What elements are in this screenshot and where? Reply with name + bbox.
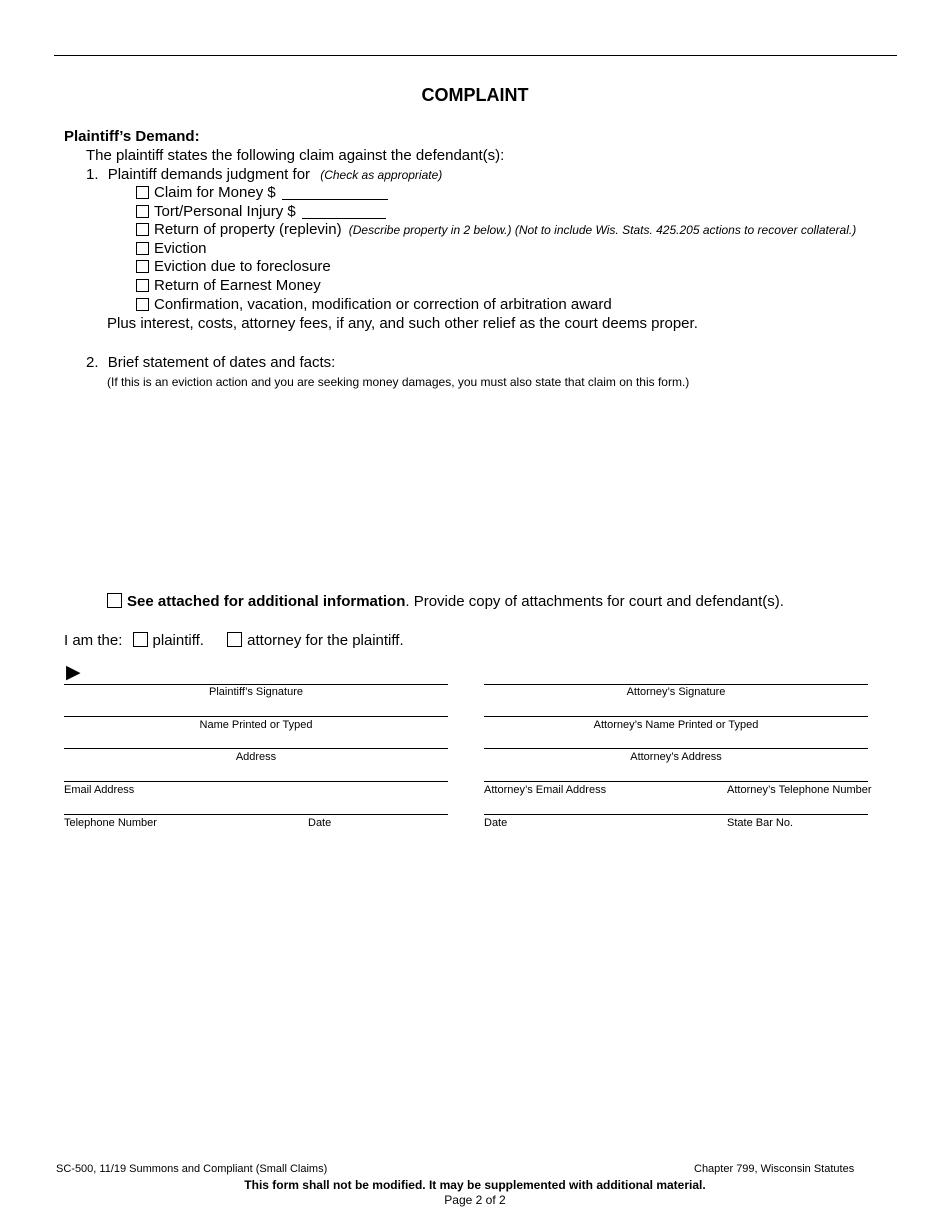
- attorney-email-caption: Attorney’s Email Address: [484, 784, 607, 796]
- i-am-row: [64, 632, 404, 649]
- option-eviction[interactable]: [136, 240, 207, 257]
- attorney-signature-caption: Attorney’s Signature: [626, 686, 726, 698]
- attached-info-text: . Provide copy of attachments for court and defendant(s).: [405, 593, 784, 610]
- option-earnest-money[interactable]: [136, 277, 321, 294]
- top-rule: [54, 55, 897, 56]
- attached-info-bold: See attached for additional information: [127, 593, 406, 610]
- item-2: [86, 354, 335, 371]
- option-eviction-foreclosure[interactable]: [136, 258, 331, 275]
- attorney-date-bar-line[interactable]: [484, 814, 868, 815]
- attorney-email-phone-line[interactable]: [484, 781, 868, 782]
- date-caption: Date: [308, 817, 332, 829]
- item-2-note: (If this is an eviction action and you are seeking money damages, you must also state that claim on this form.): [107, 375, 690, 389]
- email-caption: Email Address: [64, 784, 135, 796]
- eviction-checkbox[interactable]: [136, 242, 149, 255]
- earnest-money-checkbox[interactable]: [136, 279, 149, 292]
- tort-checkbox[interactable]: [136, 205, 149, 218]
- statute-reference: Chapter 799, Wisconsin Statutes: [694, 1163, 855, 1175]
- item-2-number: 2.: [86, 354, 99, 371]
- page-title: COMPLAINT: [421, 85, 529, 105]
- option-label: Claim for Money $: [154, 184, 276, 201]
- item-1: [86, 166, 442, 183]
- page-number: Page 2 of 2: [444, 1193, 506, 1207]
- email-line[interactable]: [64, 781, 448, 782]
- plaintiff-signature-line[interactable]: [64, 684, 448, 685]
- claim-intro: The plaintiff states the following claim against the defendant(s):: [86, 147, 505, 164]
- i-am-label: I am the:: [64, 632, 123, 649]
- form-id: SC-500, 11/19 Summons and Compliant (Small Claims): [56, 1163, 328, 1175]
- state-bar-caption: State Bar No.: [727, 817, 794, 829]
- option-label: Return of property (replevin): [154, 221, 342, 238]
- name-printed-caption: Name Printed or Typed: [199, 719, 313, 731]
- option-tort[interactable]: [136, 203, 386, 220]
- modification-notice: This form shall not be modified. It may be supplemented with additional material.: [244, 1178, 706, 1192]
- item-1-text: Plaintiff demands judgment for: [107, 166, 311, 183]
- attached-info-option[interactable]: [107, 593, 784, 610]
- item-1-note: (Check as appropriate): [320, 168, 443, 182]
- option-claim-money[interactable]: [136, 184, 388, 201]
- option-label: Tort/Personal Injury $: [154, 203, 296, 220]
- tort-amount-field[interactable]: [302, 204, 386, 219]
- option-label: Return of Earnest Money: [154, 277, 321, 294]
- claim-money-checkbox[interactable]: [136, 186, 149, 199]
- eviction-foreclosure-checkbox[interactable]: [136, 260, 149, 273]
- address-line[interactable]: [64, 748, 448, 749]
- phone-caption: Telephone Number: [64, 817, 157, 829]
- attached-info-checkbox[interactable]: [107, 593, 122, 608]
- replevin-checkbox[interactable]: [136, 223, 149, 236]
- attorney-address-line[interactable]: [484, 748, 868, 749]
- sign-here-arrow-icon: ▶: [66, 662, 81, 683]
- option-label: Eviction: [154, 240, 207, 257]
- option-label: Confirmation, vacation, modification or correction of arbitration award: [154, 296, 612, 313]
- plaintiff-label: plaintiff.: [152, 632, 204, 649]
- attorney-name-line[interactable]: [484, 716, 868, 717]
- plaintiff-signature-caption: Plaintiff’s Signature: [209, 686, 303, 698]
- address-caption: Address: [235, 751, 277, 763]
- attorney-checkbox[interactable]: [227, 632, 242, 647]
- name-printed-line[interactable]: [64, 716, 448, 717]
- arbitration-checkbox[interactable]: [136, 298, 149, 311]
- option-replevin[interactable]: [136, 221, 856, 238]
- facts-statement-area[interactable]: [107, 393, 887, 573]
- item-1-number: 1.: [86, 166, 99, 183]
- item-2-text: Brief statement of dates and facts:: [107, 354, 336, 371]
- claim-money-amount-field[interactable]: [282, 185, 388, 200]
- replevin-note: (Describe property in 2 below.) (Not to include Wis. Stats. 425.205 actions to recover collateral.): [348, 223, 857, 237]
- attorney-phone-caption: Attorney’s Telephone Number: [727, 784, 872, 796]
- attorney-address-caption: Attorney’s Address: [630, 751, 722, 763]
- demand-heading: Plaintiff’s Demand:: [64, 128, 200, 145]
- plus-relief-text: Plus interest, costs, attorney fees, if any, and such other relief as the court deems proper.: [107, 315, 698, 332]
- attorney-label: attorney for the plaintiff.: [247, 632, 404, 649]
- option-arbitration[interactable]: [136, 296, 612, 313]
- attorney-name-caption: Attorney’s Name Printed or Typed: [593, 719, 759, 731]
- phone-date-line[interactable]: [64, 814, 448, 815]
- option-label: Eviction due to foreclosure: [154, 258, 331, 275]
- attorney-signature-line[interactable]: [484, 684, 868, 685]
- plaintiff-checkbox[interactable]: [133, 632, 148, 647]
- attorney-date-caption: Date: [484, 817, 508, 829]
